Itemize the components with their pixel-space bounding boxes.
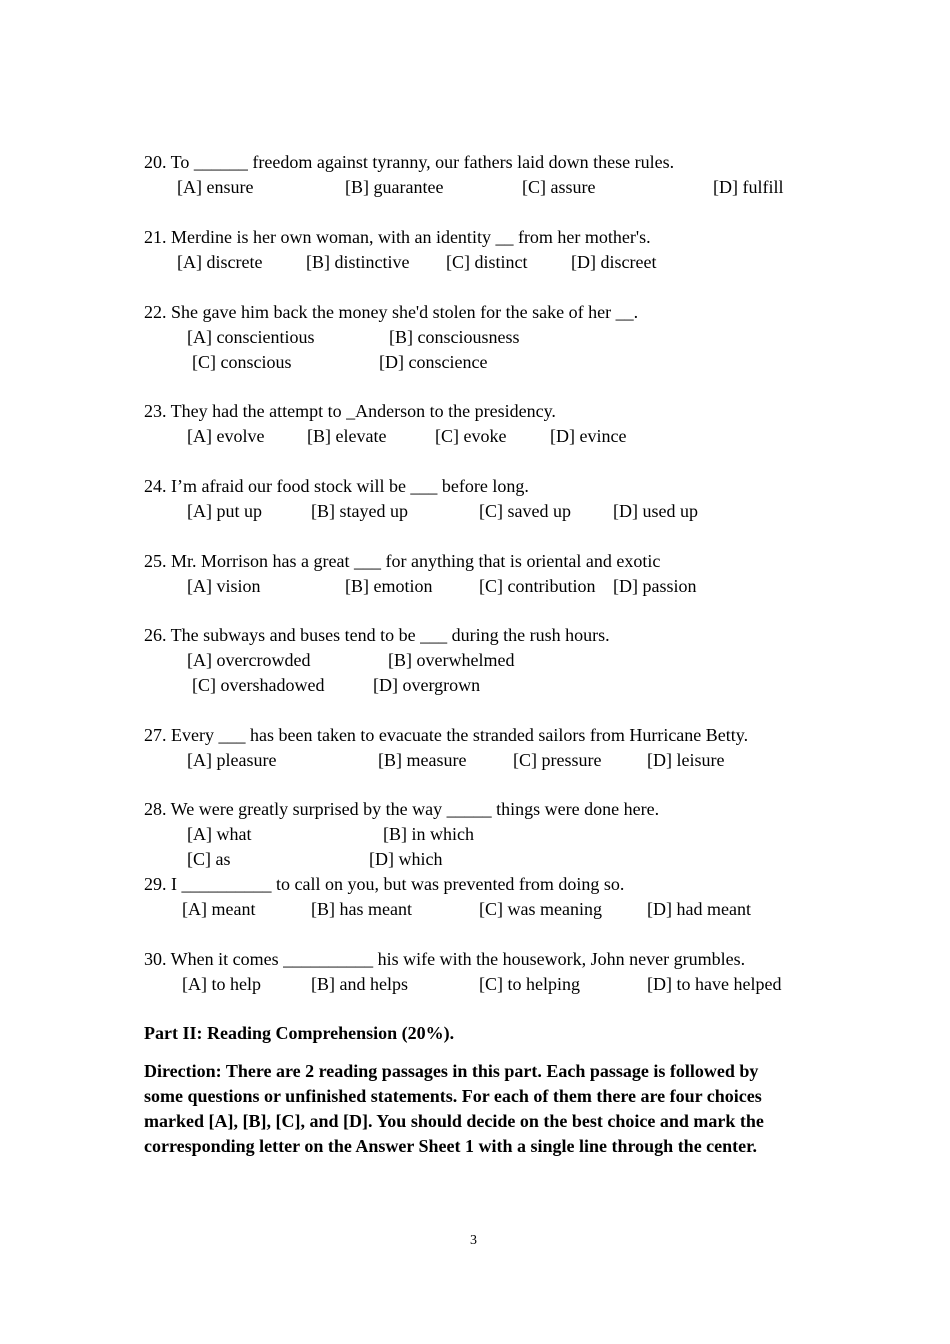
question-23-stem: 23. They had the attempt to _Anderson to the presidency. — [144, 401, 556, 421]
q25-option-d: [D] passion — [613, 576, 697, 596]
part2-direction-line-3: marked [A], [B], [C], and [D]. You should decide on the best choice and mark the — [144, 1111, 764, 1131]
q27-option-c: [C] pressure — [513, 750, 602, 770]
q23-option-d: [D] evince — [550, 426, 627, 446]
q29-option-d: [D] had meant — [647, 899, 751, 919]
q30-option-a: [A] to help — [182, 974, 261, 994]
q20-option-b: [B] guarantee — [345, 177, 444, 197]
q22-option-b: [B] consciousness — [389, 327, 520, 347]
q23-option-a: [A] evolve — [187, 426, 265, 446]
part2-direction-line-1: Direction: There are 2 reading passages in this part. Each passage is followed by — [144, 1061, 759, 1081]
question-24-stem: 24. I’m afraid our food stock will be ___ before long. — [144, 476, 529, 496]
q28-option-c: [C] as — [187, 849, 231, 869]
q22-option-a: [A] conscientious — [187, 327, 315, 347]
q22-option-d: [D] conscience — [379, 352, 488, 372]
question-30-stem: 30. When it comes __________ his wife with the housework, John never grumbles. — [144, 949, 746, 969]
q30-option-b: [B] and helps — [311, 974, 408, 994]
q30-option-d: [D] to have helped — [647, 974, 782, 994]
q21-option-c: [C] distinct — [446, 252, 528, 272]
q25-option-c: [C] contribution — [479, 576, 596, 596]
q29-option-b: [B] has meant — [311, 899, 412, 919]
q23-option-c: [C] evoke — [435, 426, 507, 446]
question-20-stem: 20. To ______ freedom against tyranny, our fathers laid down these rules. — [144, 152, 675, 172]
question-28-stem: 28. We were greatly surprised by the way _____ things were done here. — [144, 799, 660, 819]
q20-option-a: [A] ensure — [177, 177, 254, 197]
q29-option-c: [C] was meaning — [479, 899, 602, 919]
q24-option-d: [D] used up — [613, 501, 698, 521]
q22-option-c: [C] conscious — [192, 352, 292, 372]
q26-option-c: [C] overshadowed — [192, 675, 325, 695]
q21-option-d: [D] discreet — [571, 252, 657, 272]
q27-option-a: [A] pleasure — [187, 750, 277, 770]
q27-option-d: [D] leisure — [647, 750, 725, 770]
part2-heading: Part II: Reading Comprehension (20%). — [144, 1023, 455, 1043]
q26-option-b: [B] overwhelmed — [388, 650, 515, 670]
q25-option-b: [B] emotion — [345, 576, 433, 596]
q29-option-a: [A] meant — [182, 899, 256, 919]
question-25-stem: 25. Mr. Morrison has a great ___ for anything that is oriental and exotic — [144, 551, 661, 571]
part2-direction-line-2: some questions or unfinished statements. For each of them there are four choices — [144, 1086, 762, 1106]
q20-option-d: [D] fulfill — [713, 177, 784, 197]
q21-option-a: [A] discrete — [177, 252, 263, 272]
q24-option-a: [A] put up — [187, 501, 262, 521]
q28-option-d: [D] which — [369, 849, 443, 869]
page-number: 3 — [470, 1233, 477, 1248]
q24-option-c: [C] saved up — [479, 501, 571, 521]
question-27-stem: 27. Every ___ has been taken to evacuate the stranded sailors from Hurricane Betty. — [144, 725, 749, 745]
question-21-stem: 21. Merdine is her own woman, with an identity __ from her mother's. — [144, 227, 651, 247]
q21-option-b: [B] distinctive — [306, 252, 410, 272]
q24-option-b: [B] stayed up — [311, 501, 408, 521]
question-29-stem: 29. I __________ to call on you, but was prevented from doing so. — [144, 874, 625, 894]
q30-option-c: [C] to helping — [479, 974, 580, 994]
q20-option-c: [C] assure — [522, 177, 596, 197]
q27-option-b: [B] measure — [378, 750, 467, 770]
q26-option-d: [D] overgrown — [373, 675, 481, 695]
q28-option-b: [B] in which — [383, 824, 474, 844]
part2-direction-line-4: corresponding letter on the Answer Sheet 1 with a single line through the center. — [144, 1136, 757, 1156]
question-22-stem: 22. She gave him back the money she'd stolen for the sake of her __. — [144, 302, 639, 322]
q23-option-b: [B] elevate — [307, 426, 387, 446]
q25-option-a: [A] vision — [187, 576, 261, 596]
q26-option-a: [A] overcrowded — [187, 650, 311, 670]
question-26-stem: 26. The subways and buses tend to be ___ during the rush hours. — [144, 625, 610, 645]
q28-option-a: [A] what — [187, 824, 252, 844]
